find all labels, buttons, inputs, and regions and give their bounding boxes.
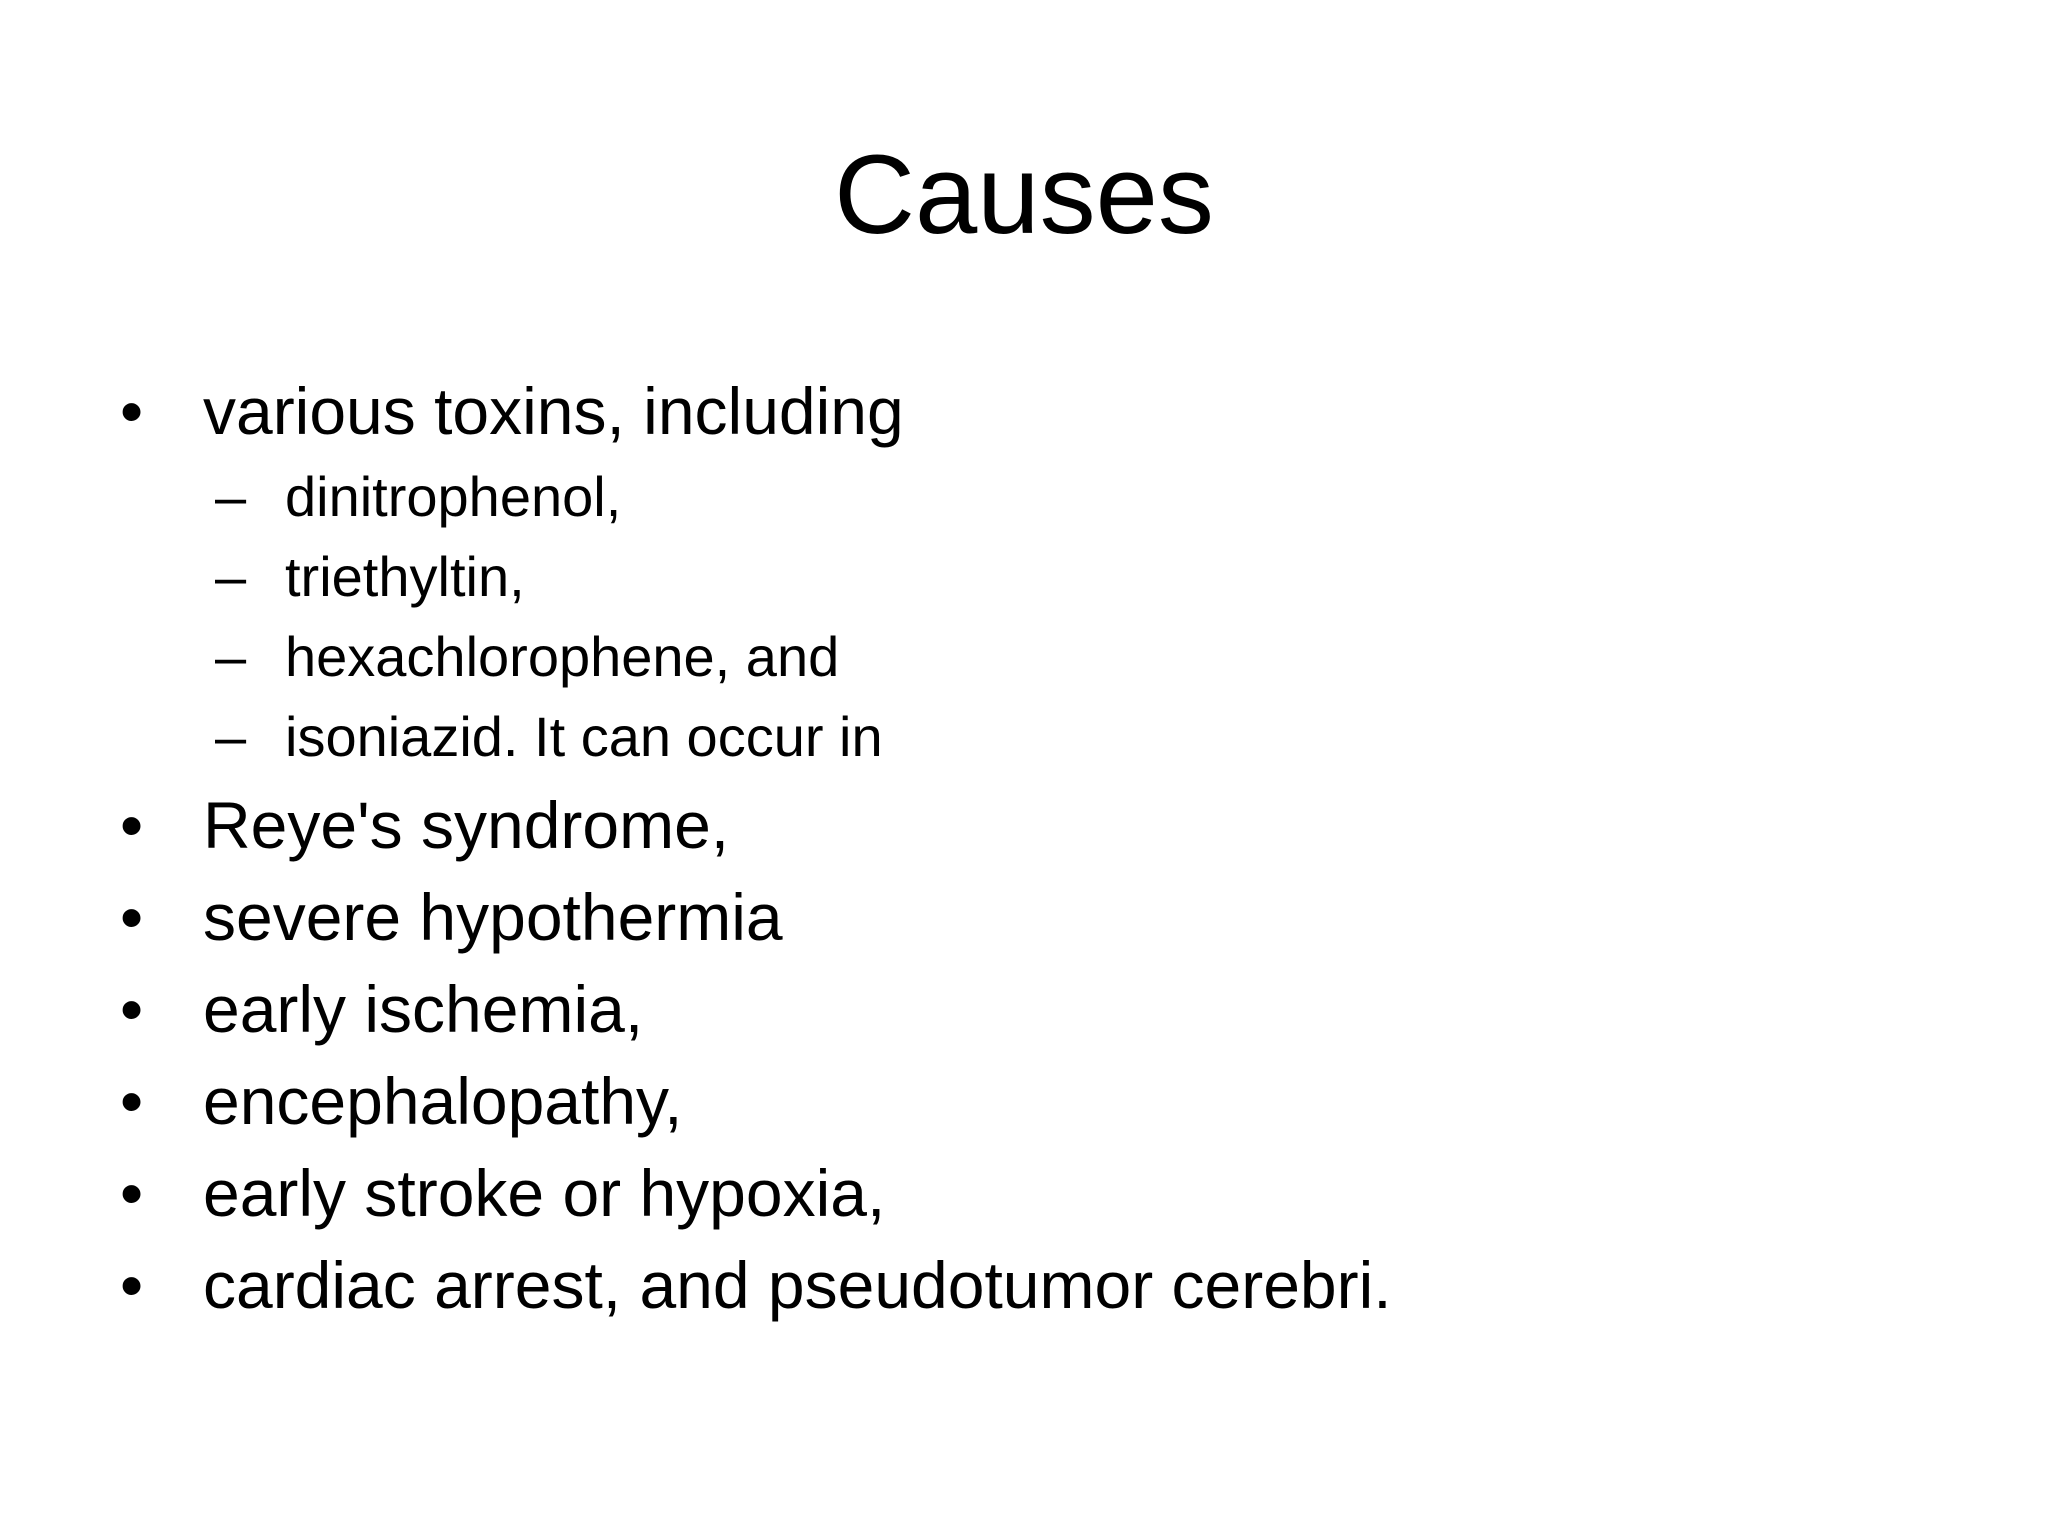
bullet-item: • early stroke or hypoxia, (120, 1147, 1920, 1239)
bullet-item: • severe hypothermia (120, 871, 1920, 963)
sub-bullet-item: – isoniazid. It can occur in (215, 697, 1920, 777)
bullet-list (120, 365, 1920, 1331)
sub-bullet-item: – dinitrophenol, (215, 457, 1920, 537)
sub-bullet-item: – triethyltin, (215, 537, 1920, 617)
sub-bullet-item: – hexachlorophene, and (215, 617, 1920, 697)
bullet-item: • encephalopathy, (120, 1055, 1920, 1147)
bullet-item: • various toxins, including (120, 365, 1920, 457)
bullet-item: • Reye's syndrome, (120, 779, 1920, 871)
sub-bullet-list (120, 457, 1920, 777)
bullet-item: • early ischemia, (120, 963, 1920, 1055)
bullet-item: • cardiac arrest, and pseudotumor cerebri. (120, 1239, 1920, 1331)
slide-title: Causes (834, 132, 1214, 257)
